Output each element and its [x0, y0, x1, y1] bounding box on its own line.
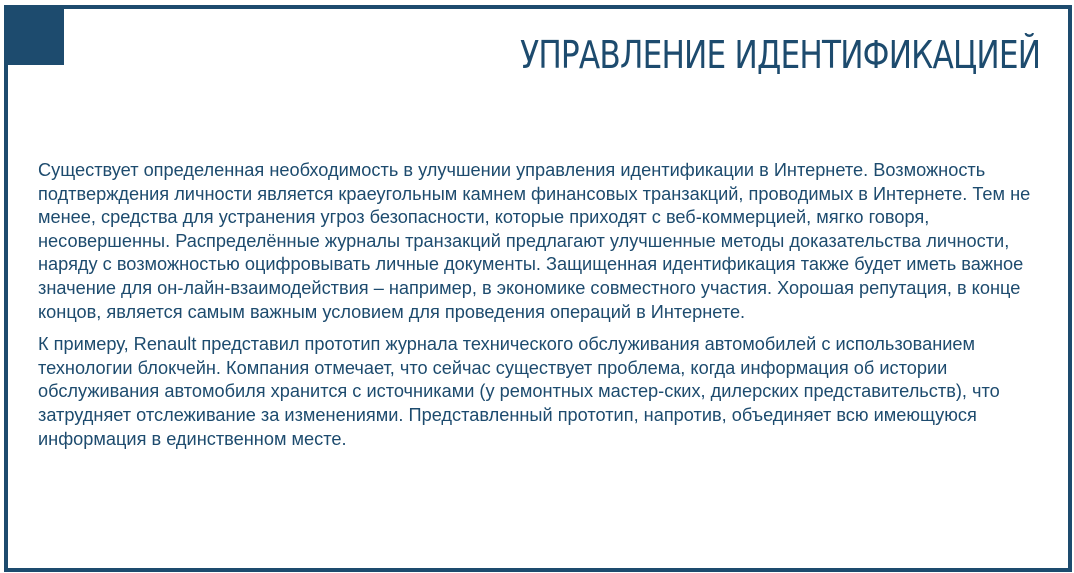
paragraph-renault-example: К примеру, Renault представил прототип журнала технического обслуживания автомобилей с использованием технологии блокчейн. Компания отмечает, что сейчас существует проблема, когда информация об истории обслуживания автомобиля хранится с источниками (у ремонтных мастер-ских, дилерских представительств), что затрудняет отслеживание за изменениями. Представленный прототип, напротив, объединяет всю имеющуюся информация в единственном месте.	[38, 334, 1000, 449]
slide-body	[38, 159, 1038, 460]
slide-title: УПРАВЛЕНИЕ ИДЕНТИФИКАЦИЕЙ	[519, 33, 1040, 77]
corner-accent-square	[8, 9, 64, 65]
paragraph-identity-management: Существует определенная необходимость в улучшении управления идентификации в Интернете. Возможность подтверждения личности является краеугольным камнем финансовых транзакций, проводимых в Интернете. Тем не менее, средства для устранения угроз безопасности, которые приходят с веб-коммерцией, мягко говоря, несовершенны. Распределённые журналы транзакций предлагают улучшенные методы доказательства личности, наряду с возможностью оцифровывать личные документы. Защищенная идентификация также будет иметь важное значение для он-лайн-взаимодействия – например, в экономике совместного участия. Хорошая репутация, в конце концов, является самым важным условием для проведения операций в Интернете.	[38, 160, 1031, 322]
